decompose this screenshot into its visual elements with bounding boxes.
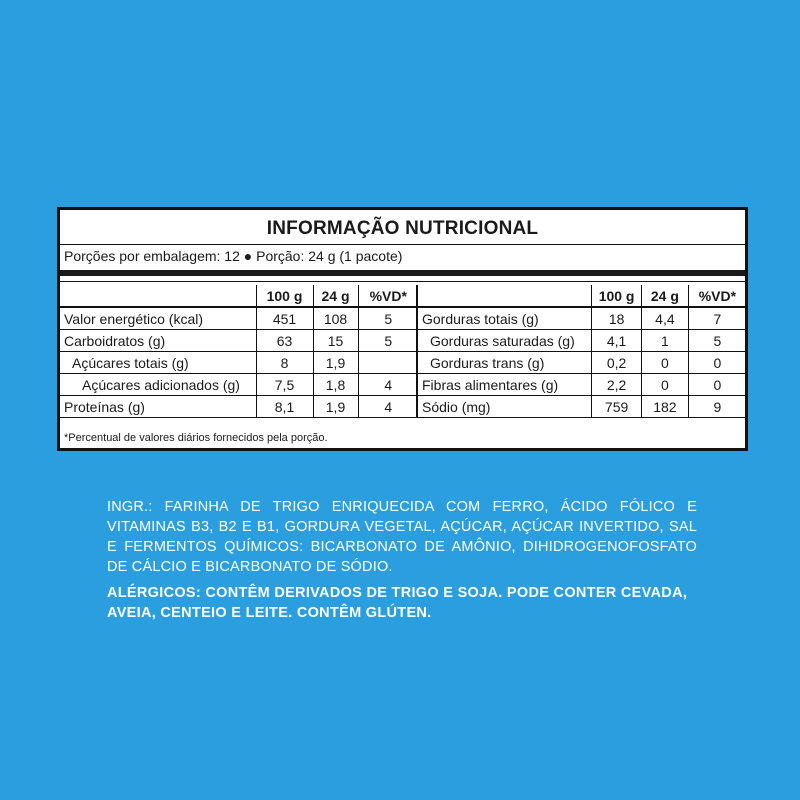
value-24g: 182 [642, 396, 689, 418]
row-label: Valor energético (kcal) [60, 307, 256, 330]
row-label: Gorduras saturadas (g) [417, 330, 592, 352]
row-label: Gorduras trans (g) [417, 352, 592, 374]
ingredients-text: INGR.: FARINHA DE TRIGO ENRIQUECIDA COM FERRO, ÁCIDO FÓLICO E VITAMINAS B3, B2 E B1, GORDURA VEGETAL, AÇÚCAR, AÇÚCAR INVERTIDO, SAL E FERMENTOS QUÍMICOS: BICARBONATO DE AMÔNIO, DIHIDROGENOFOSFATO DE CÁLCIO E BICARBONATO DE SÓDIO. [107, 499, 697, 575]
divider [60, 244, 745, 245]
value-24g: 15 [313, 330, 358, 352]
allergens-text: ALÉRGICOS: CONTÊM DERIVADOS DE TRIGO E SOJA. PODE CONTER CEVADA, AVEIA, CENTEIO E LEITE. CONTÊM GLÚTEN. [107, 585, 688, 621]
row-label: Sódio (mg) [417, 396, 592, 418]
value-24g: 1,9 [313, 352, 358, 374]
row-label: Carboidratos (g) [60, 330, 256, 352]
thick-divider [60, 270, 745, 276]
value-vd: 5 [358, 330, 418, 352]
table-row [60, 374, 418, 396]
nutrition-facts-panel [57, 207, 748, 451]
servings-info: Porções por embalagem: 12 ● Porção: 24 g (1 pacote) [64, 248, 403, 264]
row-label: Proteínas (g) [60, 396, 256, 418]
value-vd: 0 [688, 352, 746, 374]
value-24g: 1,8 [313, 374, 358, 396]
value-100g: 8,1 [256, 396, 313, 418]
table-row [60, 330, 418, 352]
value-100g: 8 [256, 352, 313, 374]
value-24g: 108 [313, 307, 358, 330]
value-100g: 63 [256, 330, 313, 352]
nutrition-title: INFORMAÇÃO NUTRICIONAL [266, 218, 539, 239]
value-vd: 7 [688, 307, 746, 330]
table-row [417, 396, 746, 418]
value-vd: 4 [358, 374, 418, 396]
value-24g: 1,9 [313, 396, 358, 418]
nutrition-table-right [416, 285, 746, 418]
value-100g: 759 [592, 396, 642, 418]
table-row [60, 396, 418, 418]
table-row [60, 352, 418, 374]
value-vd: 0 [688, 374, 746, 396]
table-header-row [417, 285, 746, 307]
value-vd: 9 [688, 396, 746, 418]
table-row [417, 330, 746, 352]
table-row [60, 307, 418, 330]
value-vd: 4 [358, 396, 418, 418]
nutrition-table-left [60, 285, 418, 418]
value-24g: 0 [642, 374, 689, 396]
value-vd: 5 [688, 330, 746, 352]
table-row [417, 307, 746, 330]
col-header-100g: 100 g [256, 285, 313, 307]
table-row [417, 352, 746, 374]
value-vd [358, 352, 418, 374]
value-100g: 451 [256, 307, 313, 330]
value-100g: 4,1 [592, 330, 642, 352]
footnote: *Percentual de valores diários fornecidos pela porção. [64, 432, 328, 444]
value-100g: 0,2 [592, 352, 642, 374]
table-header-row [60, 285, 418, 307]
col-header-100g: 100 g [592, 285, 642, 307]
value-24g: 0 [642, 352, 689, 374]
col-header-24g: 24 g [313, 285, 358, 307]
value-100g: 18 [592, 307, 642, 330]
divider [60, 281, 745, 282]
table-row [417, 374, 746, 396]
value-24g: 1 [642, 330, 689, 352]
value-vd: 5 [358, 307, 418, 330]
col-header-24g: 24 g [642, 285, 689, 307]
row-label: Gorduras totais (g) [417, 307, 592, 330]
row-label: Açúcares totais (g) [60, 352, 256, 374]
col-header-vd: %VD* [358, 285, 418, 307]
row-label: Açúcares adicionados (g) [60, 374, 256, 396]
value-24g: 4,4 [642, 307, 689, 330]
col-header-vd: %VD* [688, 285, 746, 307]
value-100g: 7,5 [256, 374, 313, 396]
row-label: Fibras alimentares (g) [417, 374, 592, 396]
value-100g: 2,2 [592, 374, 642, 396]
